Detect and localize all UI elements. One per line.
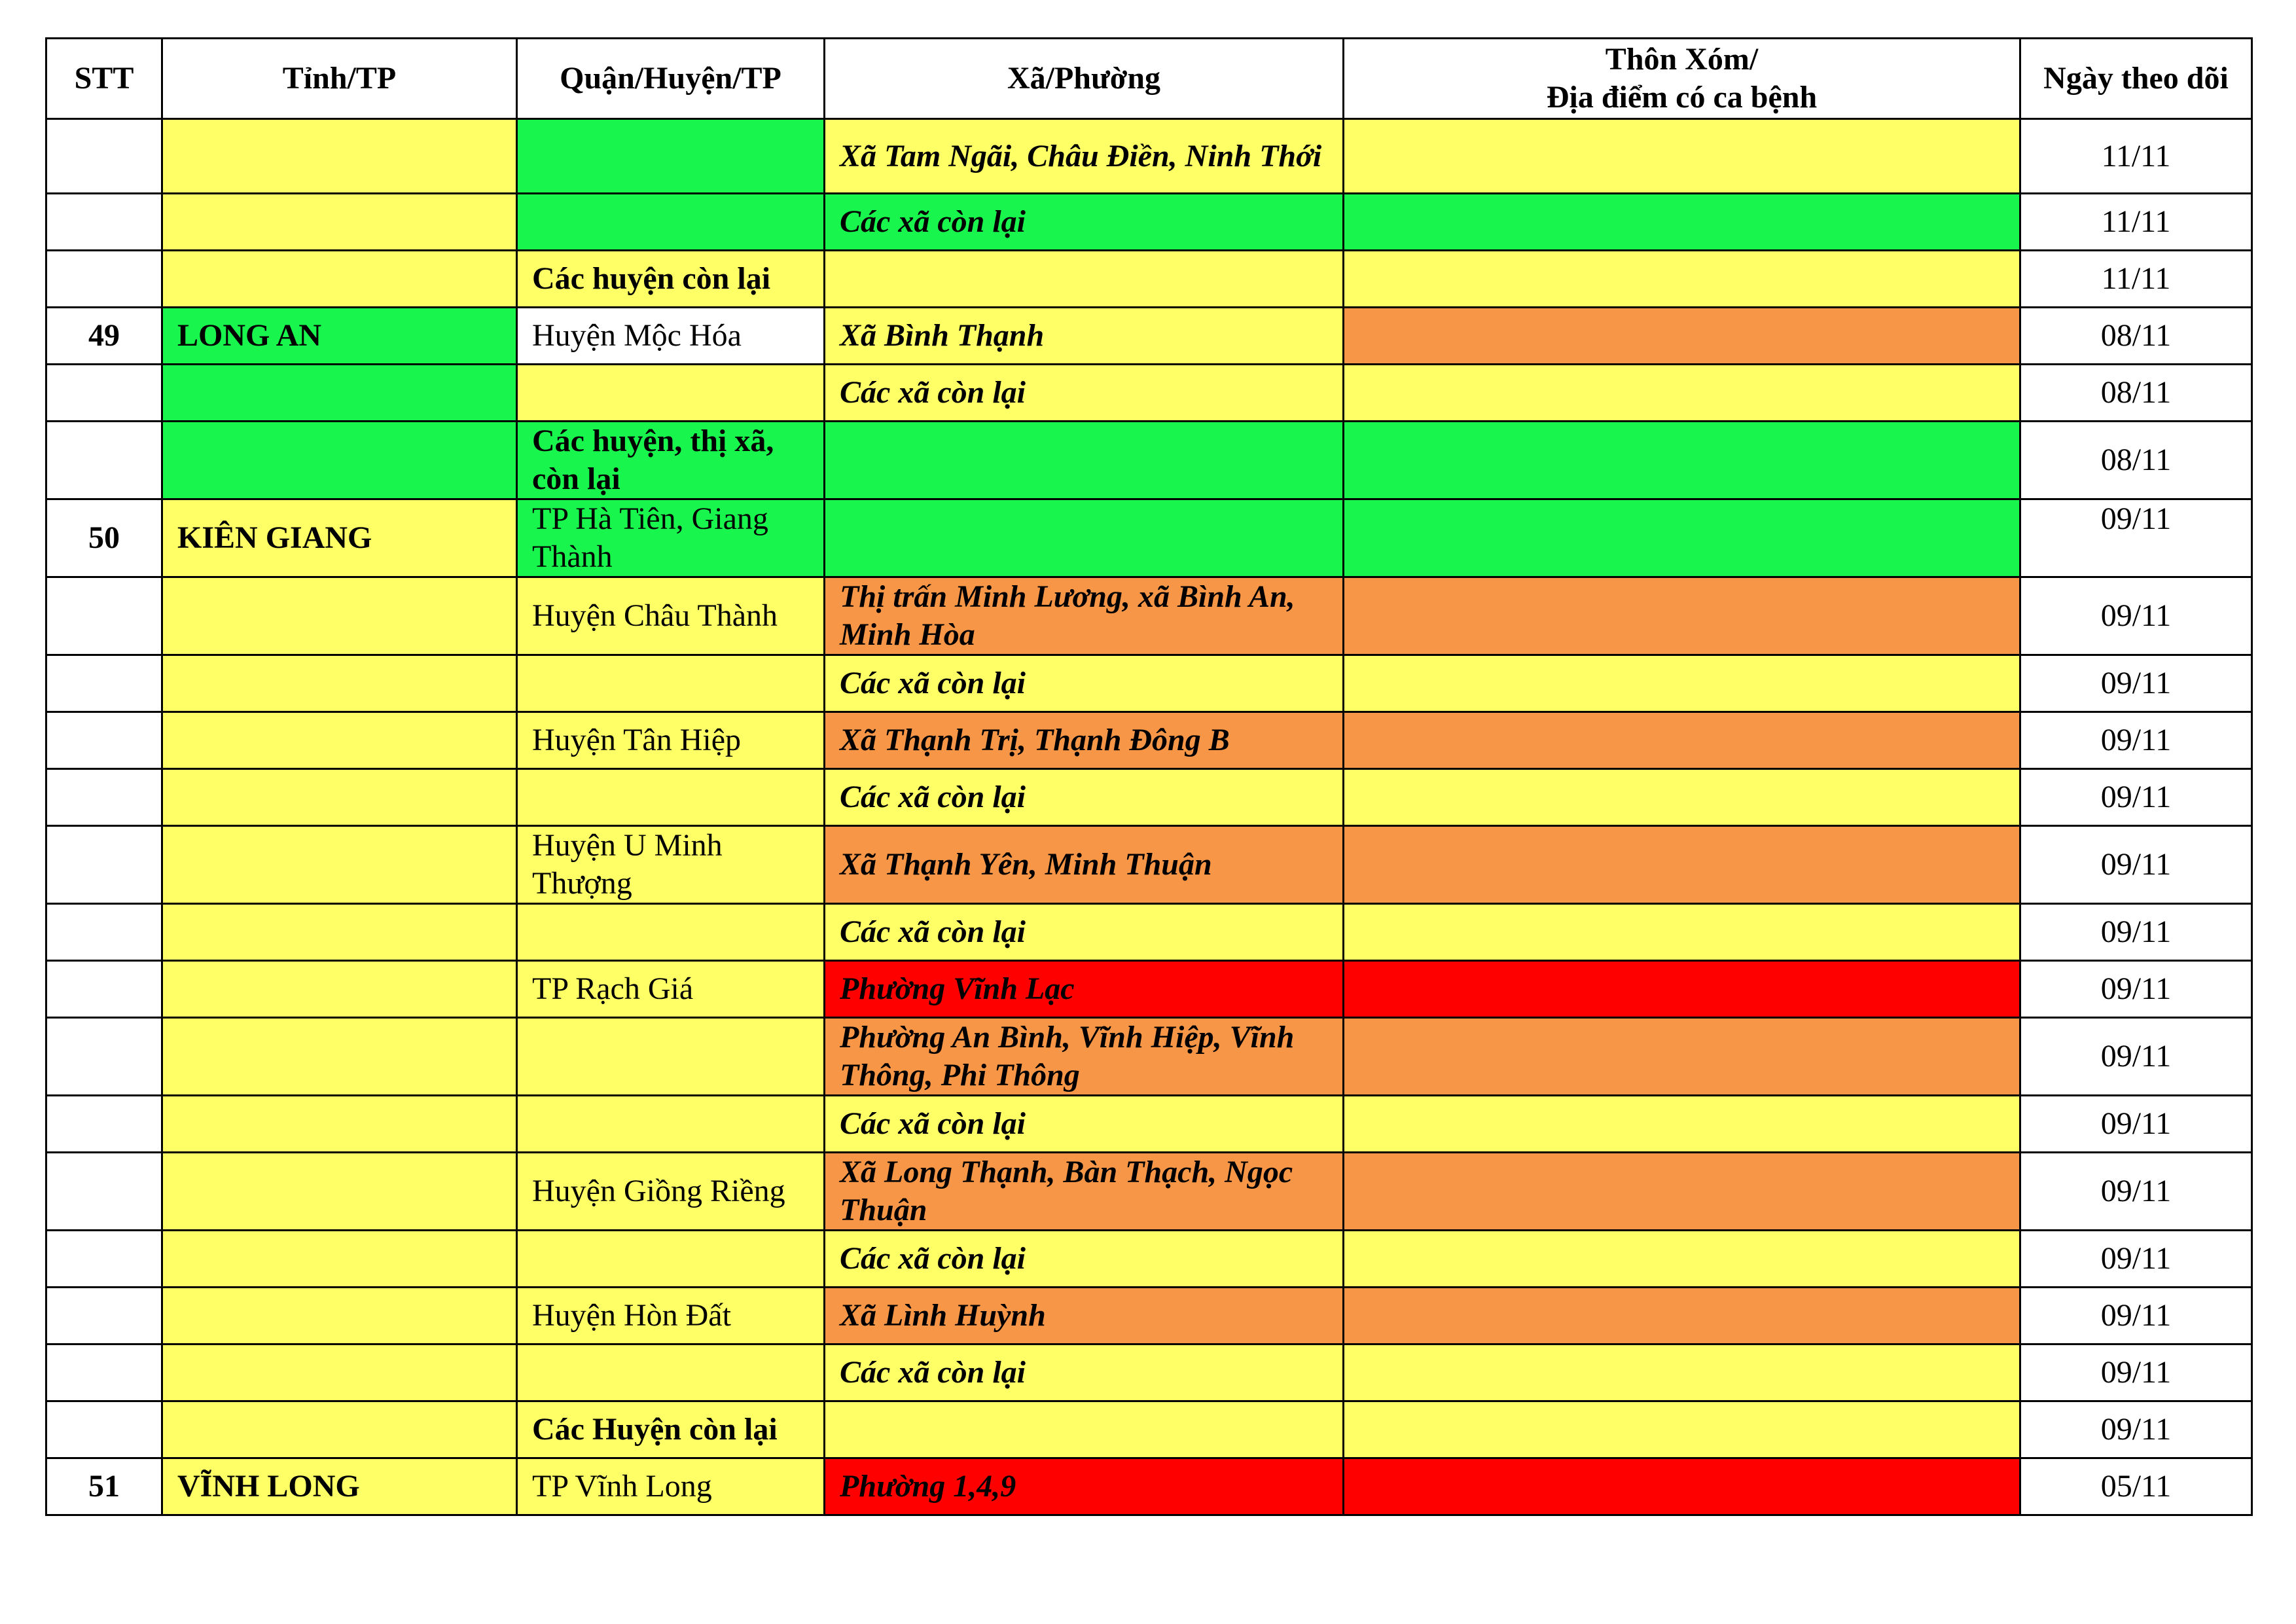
table-row (46, 1231, 2252, 1288)
province-cell (162, 422, 517, 499)
province-cell (162, 1096, 517, 1153)
stt-cell (46, 251, 162, 308)
province-cell: KIÊN GIANG (162, 499, 517, 577)
outbreak-table (45, 37, 2253, 1516)
district-cell: Các huyện, thị xã, còn lại (517, 422, 825, 499)
province-cell (162, 655, 517, 712)
village-cell (1344, 1401, 2020, 1458)
date-cell: 09/11 (2020, 961, 2252, 1018)
district-cell: Các Huyện còn lại (517, 1401, 825, 1458)
commune-cell: Phường Vĩnh Lạc (825, 961, 1344, 1018)
district-cell (517, 194, 825, 251)
district-cell: TP Rạch Giá (517, 961, 825, 1018)
table-row (46, 1018, 2252, 1096)
date-cell: 09/11 (2020, 1344, 2252, 1401)
province-cell (162, 1288, 517, 1344)
table-row (46, 1401, 2252, 1458)
commune-cell (825, 251, 1344, 308)
date-cell: 09/11 (2020, 712, 2252, 769)
district-cell (517, 904, 825, 961)
province-cell (162, 904, 517, 961)
stt-cell: 50 (46, 499, 162, 577)
table-row (46, 712, 2252, 769)
village-cell (1344, 769, 2020, 826)
date-cell: 09/11 (2020, 1018, 2252, 1096)
stt-cell (46, 365, 162, 422)
district-cell (517, 119, 825, 194)
table-row (46, 577, 2252, 655)
village-cell (1344, 904, 2020, 961)
village-cell (1344, 577, 2020, 655)
commune-cell (825, 1401, 1344, 1458)
date-cell: 11/11 (2020, 119, 2252, 194)
province-cell: LONG AN (162, 308, 517, 365)
commune-cell: Xã Tam Ngãi, Châu Điền, Ninh Thới (825, 119, 1344, 194)
table-body (46, 119, 2252, 1515)
table-row (46, 655, 2252, 712)
district-cell (517, 1096, 825, 1153)
table-row (46, 1458, 2252, 1515)
stt-cell: 51 (46, 1458, 162, 1515)
district-cell (517, 655, 825, 712)
date-cell: 09/11 (2020, 499, 2252, 577)
village-cell (1344, 308, 2020, 365)
date-cell: 05/11 (2020, 1458, 2252, 1515)
district-cell: Huyện Châu Thành (517, 577, 825, 655)
commune-cell: Xã Thạnh Yên, Minh Thuận (825, 826, 1344, 904)
province-cell (162, 769, 517, 826)
village-cell (1344, 1018, 2020, 1096)
province-cell (162, 365, 517, 422)
stt-cell (46, 655, 162, 712)
province-cell: VĨNH LONG (162, 1458, 517, 1515)
village-cell (1344, 1153, 2020, 1231)
village-cell (1344, 1288, 2020, 1344)
table-row (46, 904, 2252, 961)
stt-cell (46, 1153, 162, 1231)
village-cell (1344, 365, 2020, 422)
province-cell (162, 961, 517, 1018)
table-row (46, 308, 2252, 365)
table-row (46, 1153, 2252, 1231)
commune-cell: Các xã còn lại (825, 1231, 1344, 1288)
stt-cell (46, 712, 162, 769)
district-cell (517, 365, 825, 422)
district-cell: Huyện U Minh Thượng (517, 826, 825, 904)
district-cell (517, 769, 825, 826)
table-row (46, 769, 2252, 826)
stt-cell (46, 194, 162, 251)
village-cell (1344, 1096, 2020, 1153)
district-cell: Các huyện còn lại (517, 251, 825, 308)
date-cell: 09/11 (2020, 1153, 2252, 1231)
header-village-line1: Thôn Xóm/ (1605, 42, 1759, 77)
commune-cell: Phường An Bình, Vĩnh Hiệp, Vĩnh Thông, Phi Thông (825, 1018, 1344, 1096)
header-stt: STT (46, 39, 162, 119)
date-cell: 08/11 (2020, 422, 2252, 499)
table-row (46, 251, 2252, 308)
province-cell (162, 1153, 517, 1231)
table-row (46, 194, 2252, 251)
header-village-line2: Địa điểm có ca bệnh (1546, 80, 1818, 115)
date-cell: 08/11 (2020, 308, 2252, 365)
district-cell: Huyện Giồng Riềng (517, 1153, 825, 1231)
date-cell: 09/11 (2020, 655, 2252, 712)
commune-cell: Xã Lình Huỳnh (825, 1288, 1344, 1344)
province-cell (162, 251, 517, 308)
province-cell (162, 712, 517, 769)
village-cell (1344, 1231, 2020, 1288)
commune-cell: Xã Long Thạnh, Bàn Thạch, Ngọc Thuận (825, 1153, 1344, 1231)
stt-cell (46, 577, 162, 655)
province-cell (162, 1018, 517, 1096)
date-cell: 08/11 (2020, 365, 2252, 422)
stt-cell (46, 1096, 162, 1153)
header-monitor-date: Ngày theo dõi (2020, 39, 2252, 119)
date-cell: 09/11 (2020, 1401, 2252, 1458)
stt-cell (46, 422, 162, 499)
village-cell (1344, 826, 2020, 904)
table-row (46, 365, 2252, 422)
province-cell (162, 1231, 517, 1288)
date-cell: 09/11 (2020, 1288, 2252, 1344)
table-row (46, 422, 2252, 499)
province-cell (162, 826, 517, 904)
district-cell: Huyện Tân Hiệp (517, 712, 825, 769)
village-cell (1344, 1344, 2020, 1401)
table-row (46, 1288, 2252, 1344)
village-cell (1344, 712, 2020, 769)
header-district: Quận/Huyện/TP (517, 39, 825, 119)
village-cell (1344, 422, 2020, 499)
commune-cell: Các xã còn lại (825, 1096, 1344, 1153)
village-cell (1344, 961, 2020, 1018)
table-row (46, 1096, 2252, 1153)
table-row (46, 1344, 2252, 1401)
date-cell: 09/11 (2020, 904, 2252, 961)
date-cell: 09/11 (2020, 577, 2252, 655)
header-province: Tỉnh/TP (162, 39, 517, 119)
province-cell (162, 1344, 517, 1401)
village-cell (1344, 655, 2020, 712)
village-cell (1344, 499, 2020, 577)
commune-cell: Phường 1,4,9 (825, 1458, 1344, 1515)
table-row (46, 499, 2252, 577)
date-cell: 09/11 (2020, 769, 2252, 826)
district-cell: TP Vĩnh Long (517, 1458, 825, 1515)
table-row (46, 826, 2252, 904)
date-cell: 11/11 (2020, 251, 2252, 308)
commune-cell: Các xã còn lại (825, 655, 1344, 712)
province-cell (162, 577, 517, 655)
commune-cell (825, 499, 1344, 577)
district-cell (517, 1018, 825, 1096)
commune-cell (825, 422, 1344, 499)
stt-cell (46, 1288, 162, 1344)
stt-cell (46, 1018, 162, 1096)
stt-cell (46, 826, 162, 904)
district-cell (517, 1344, 825, 1401)
header-village (1344, 39, 2020, 119)
date-cell: 09/11 (2020, 826, 2252, 904)
province-cell (162, 119, 517, 194)
commune-cell: Các xã còn lại (825, 904, 1344, 961)
village-cell (1344, 251, 2020, 308)
table-row (46, 119, 2252, 194)
commune-cell: Các xã còn lại (825, 194, 1344, 251)
district-cell (517, 1231, 825, 1288)
district-cell: TP Hà Tiên, Giang Thành (517, 499, 825, 577)
commune-cell: Xã Thạnh Trị, Thạnh Đông B (825, 712, 1344, 769)
village-cell (1344, 119, 2020, 194)
commune-cell: Các xã còn lại (825, 769, 1344, 826)
village-cell (1344, 1458, 2020, 1515)
stt-cell (46, 1401, 162, 1458)
table-row (46, 961, 2252, 1018)
date-cell: 09/11 (2020, 1096, 2252, 1153)
stt-cell (46, 119, 162, 194)
commune-cell: Các xã còn lại (825, 1344, 1344, 1401)
district-cell: Huyện Hòn Đất (517, 1288, 825, 1344)
province-cell (162, 1401, 517, 1458)
stt-cell (46, 961, 162, 1018)
district-cell: Huyện Mộc Hóa (517, 308, 825, 365)
commune-cell: Thị trấn Minh Lương, xã Bình An, Minh Hòa (825, 577, 1344, 655)
stt-cell (46, 1231, 162, 1288)
stt-cell (46, 904, 162, 961)
commune-cell: Xã Bình Thạnh (825, 308, 1344, 365)
stt-cell (46, 1344, 162, 1401)
commune-cell: Các xã còn lại (825, 365, 1344, 422)
stt-cell (46, 769, 162, 826)
header-commune: Xã/Phường (825, 39, 1344, 119)
date-cell: 11/11 (2020, 194, 2252, 251)
date-cell: 09/11 (2020, 1231, 2252, 1288)
header-row (46, 39, 2252, 119)
province-cell (162, 194, 517, 251)
village-cell (1344, 194, 2020, 251)
stt-cell: 49 (46, 308, 162, 365)
